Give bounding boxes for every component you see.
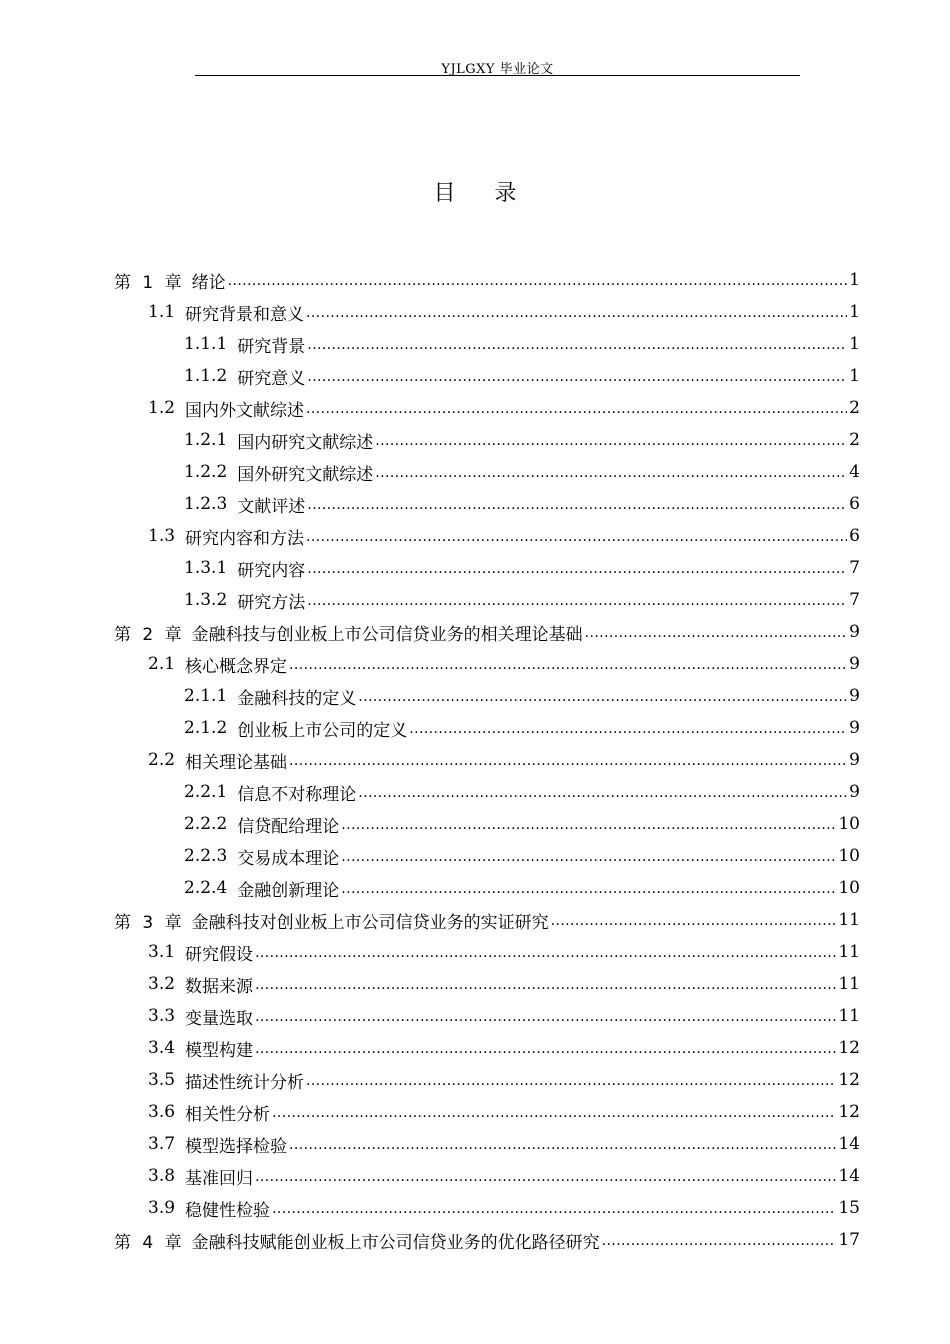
toc-leader-dots: [585, 623, 848, 643]
toc-entry-number: 2.2.2: [184, 814, 228, 834]
toc-entry-number: 1.1: [148, 302, 176, 322]
toc-leader-dots: [289, 751, 847, 771]
toc-leader-dots: [341, 879, 836, 899]
toc-entry-title: 基准回归: [185, 1168, 254, 1189]
toc-entry-title: 金融科技的定义: [237, 688, 357, 709]
toc-entry-page: 11: [838, 1006, 860, 1026]
toc-entry-title: 文献评述: [237, 496, 306, 517]
toc-leader-dots: [341, 847, 836, 867]
toc-entry[interactable]: [148, 1192, 860, 1224]
toc-entry-page: 11: [838, 910, 860, 930]
toc-entry-page: 9: [849, 718, 860, 738]
toc-entry-number: 第 1 章: [114, 272, 182, 293]
toc-entry-title: 稳健性检验: [185, 1200, 271, 1221]
toc-entry[interactable]: [148, 296, 860, 328]
toc-entry-number: 1.1.1: [184, 334, 228, 354]
toc-entry-title: 变量选取: [185, 1008, 254, 1029]
toc-entry[interactable]: [148, 1096, 860, 1128]
toc-leader-dots: [409, 719, 847, 739]
toc-entry-title: 交易成本理论: [237, 848, 340, 869]
toc-entry[interactable]: [184, 488, 860, 520]
toc-leader-dots: [289, 655, 847, 675]
toc-entry-title: 信贷配给理论: [237, 816, 340, 837]
toc-entry-number: 1.2.2: [184, 462, 228, 482]
toc-entry[interactable]: [184, 872, 860, 904]
toc-entry-title: 核心概念界定: [185, 656, 288, 677]
toc-entry-number: 3.1: [148, 942, 176, 962]
toc-leader-dots: [306, 527, 847, 547]
toc-entry-title: 国外研究文献综述: [237, 464, 374, 485]
toc-leader-dots: [272, 1199, 836, 1219]
toc-leader-dots: [307, 495, 847, 515]
toc-entry-number: 第 2 章: [114, 624, 182, 645]
toc-entry-number: 3.3: [148, 1006, 176, 1026]
toc-entry[interactable]: [114, 616, 860, 648]
toc-entry-page: 17: [838, 1230, 860, 1250]
toc-entry-page: 10: [838, 814, 860, 834]
toc-entry-number: 1.2.3: [184, 494, 228, 514]
toc-entry-title: 研究内容和方法: [185, 528, 305, 549]
toc-entry-title: 研究背景和意义: [185, 304, 305, 325]
toc-entry[interactable]: [184, 360, 860, 392]
toc-entry-page: 9: [849, 782, 860, 802]
toc-leader-dots: [272, 1103, 836, 1123]
toc-leader-dots: [307, 591, 847, 611]
toc-entry-title: 模型选择检验: [185, 1136, 288, 1157]
toc-leader-dots: [255, 1039, 836, 1059]
toc-entry-page: 11: [838, 974, 860, 994]
toc-entry-number: 3.6: [148, 1102, 176, 1122]
toc-entry-number: 2.2.1: [184, 782, 228, 802]
toc-entry-number: 第 4 章: [114, 1232, 182, 1253]
toc-entry-number: 1.2.1: [184, 430, 228, 450]
toc-entry[interactable]: [184, 424, 860, 456]
toc-entry-title: 国内研究文献综述: [237, 432, 374, 453]
toc-entry-page: 6: [849, 526, 860, 546]
toc-entry-title: 创业板上市公司的定义: [237, 720, 408, 741]
toc-leader-dots: [375, 463, 847, 483]
toc-entry-number: 2.1.2: [184, 718, 228, 738]
toc-entry[interactable]: [184, 328, 860, 360]
toc-entry-title: 研究方法: [237, 592, 306, 613]
toc-entry[interactable]: [148, 520, 860, 552]
toc-entry-page: 4: [849, 462, 860, 482]
toc-entry-number: 3.7: [148, 1134, 176, 1154]
toc-entry-title: 金融科技对创业板上市公司信贷业务的实证研究: [191, 912, 549, 933]
toc-entry-page: 2: [849, 398, 860, 418]
toc-entry-page: 9: [849, 622, 860, 642]
toc-leader-dots: [602, 1231, 837, 1251]
toc-entry-number: 2.2: [148, 750, 176, 770]
toc-leader-dots: [551, 911, 837, 931]
toc-entry-title: 金融科技与创业板上市公司信贷业务的相关理论基础: [191, 624, 583, 645]
toc-leader-dots: [306, 399, 847, 419]
toc-entry-number: 1.1.2: [184, 366, 228, 386]
toc-entry[interactable]: [148, 392, 860, 424]
running-header: YJLGXY 毕业论文: [441, 62, 554, 77]
toc-entry-title: 研究内容: [237, 560, 306, 581]
toc-entry[interactable]: [114, 1224, 860, 1256]
header-rule: [195, 75, 800, 76]
toc-entry-page: 7: [849, 590, 860, 610]
toc-leader-dots: [341, 815, 836, 835]
toc-entry[interactable]: [148, 968, 860, 1000]
toc-leader-dots: [375, 431, 847, 451]
toc-entry[interactable]: [148, 1032, 860, 1064]
toc-entry[interactable]: [148, 1160, 860, 1192]
toc-entry-page: 1: [849, 366, 860, 386]
toc-entry[interactable]: [184, 776, 860, 808]
toc-entry-page: 2: [849, 430, 860, 450]
toc-entry-number: 2.1.1: [184, 686, 228, 706]
toc-entry-number: 2.2.3: [184, 846, 228, 866]
toc-entry-number: 2.1: [148, 654, 176, 674]
toc-entry-page: 9: [849, 654, 860, 674]
toc-entry-title: 国内外文献综述: [185, 400, 305, 421]
toc-leader-dots: [307, 367, 847, 387]
toc-leader-dots: [306, 1071, 836, 1091]
toc-entry-title: 绪论: [191, 272, 226, 293]
toc-leader-dots: [307, 335, 847, 355]
toc-leader-dots: [358, 783, 847, 803]
toc-entry[interactable]: [184, 680, 860, 712]
toc-entry[interactable]: [114, 264, 860, 296]
toc-entry-title: 研究意义: [237, 368, 306, 389]
toc-entry-page: 10: [838, 846, 860, 866]
toc-leader-dots: [289, 1135, 836, 1155]
toc-entry-page: 15: [838, 1198, 860, 1218]
toc-entry[interactable]: [184, 584, 860, 616]
toc-entry-number: 3.8: [148, 1166, 176, 1186]
toc-entry-title: 数据来源: [185, 976, 254, 997]
toc-entry-page: 7: [849, 558, 860, 578]
toc-entry[interactable]: [148, 648, 860, 680]
toc-entry-title: 模型构建: [185, 1040, 254, 1061]
toc-entry-page: 10: [838, 878, 860, 898]
toc-leader-dots: [255, 943, 836, 963]
toc-entry-title: 信息不对称理论: [237, 784, 357, 805]
toc-entry-number: 3.2: [148, 974, 176, 994]
page-title: 目 录: [433, 181, 533, 206]
toc-entry-number: 1.3.1: [184, 558, 228, 578]
toc-entry-title: 描述性统计分析: [185, 1072, 305, 1093]
toc-entry[interactable]: [148, 744, 860, 776]
toc-leader-dots: [358, 687, 847, 707]
toc-entry[interactable]: [148, 1128, 860, 1160]
toc-entry-page: 12: [838, 1070, 860, 1090]
toc-entry[interactable]: [184, 808, 860, 840]
toc-entry-number: 1.3: [148, 526, 176, 546]
toc-entry-page: 12: [838, 1102, 860, 1122]
toc-entry[interactable]: [184, 840, 860, 872]
toc-entry-title: 相关性分析: [185, 1104, 271, 1125]
toc-leader-dots: [255, 975, 836, 995]
toc-entry-page: 11: [838, 942, 860, 962]
toc-entry-page: 9: [849, 686, 860, 706]
toc-entry[interactable]: [184, 712, 860, 744]
toc-entry-page: 9: [849, 750, 860, 770]
toc-leader-dots: [306, 303, 847, 323]
toc-entry[interactable]: [148, 1064, 860, 1096]
toc-entry-title: 研究假设: [185, 944, 254, 965]
toc-entry-number: 3.9: [148, 1198, 176, 1218]
toc-entry[interactable]: [184, 456, 860, 488]
toc-entry-title: 金融科技赋能创业板上市公司信贷业务的优化路径研究: [191, 1232, 600, 1253]
toc-entry-title: 相关理论基础: [185, 752, 288, 773]
toc-entry-page: 14: [838, 1134, 860, 1154]
toc-entry-page: 1: [849, 270, 860, 290]
toc-entry-number: 3.4: [148, 1038, 176, 1058]
toc-leader-dots: [307, 559, 847, 579]
toc-entry-page: 1: [849, 302, 860, 322]
toc-entry-title: 研究背景: [237, 336, 306, 357]
toc-entry[interactable]: [148, 1000, 860, 1032]
toc-entry[interactable]: [184, 552, 860, 584]
toc-leader-dots: [255, 1167, 836, 1187]
toc-leader-dots: [255, 1007, 836, 1027]
toc-entry-number: 1.2: [148, 398, 176, 418]
toc-entry-number: 1.3.2: [184, 590, 228, 610]
toc-entry-page: 14: [838, 1166, 860, 1186]
toc-entry-title: 金融创新理论: [237, 880, 340, 901]
toc-entry[interactable]: [114, 904, 860, 936]
toc-entry-page: 1: [849, 334, 860, 354]
toc-entry-number: 3.5: [148, 1070, 176, 1090]
toc-entry-number: 第 3 章: [114, 912, 182, 933]
toc-entry-page: 6: [849, 494, 860, 514]
toc-entry-number: 2.2.4: [184, 878, 228, 898]
toc-entry-page: 12: [838, 1038, 860, 1058]
toc-entry[interactable]: [148, 936, 860, 968]
toc-leader-dots: [228, 271, 848, 291]
